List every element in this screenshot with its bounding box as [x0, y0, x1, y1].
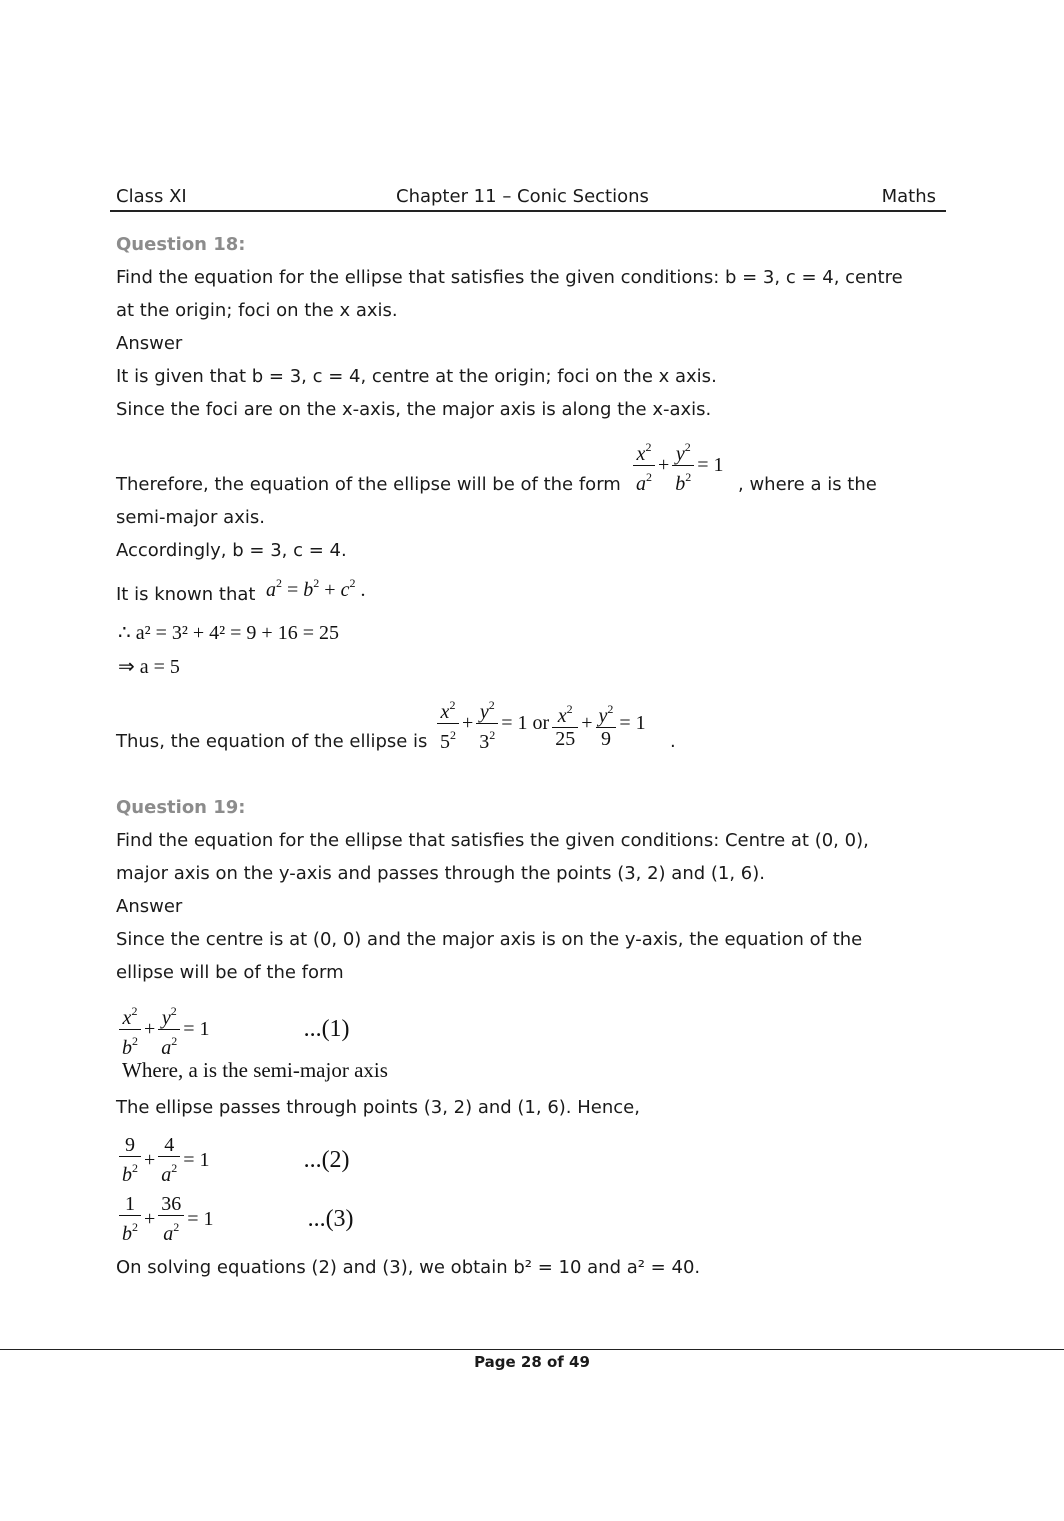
- header-chapter: Chapter 11 – Conic Sections: [396, 186, 649, 207]
- q18-since: Since the foci are on the x-axis, the major axis is along the x-axis.: [116, 399, 712, 420]
- q18-thus-end: .: [670, 731, 676, 752]
- eq1-tag: ...(1): [303, 1016, 350, 1042]
- header-subject: Maths: [881, 186, 936, 207]
- q18-known: It is known that: [116, 584, 256, 605]
- q18-known-equation: $a^2 = b^2 + c^2$ .: [266, 576, 366, 601]
- q18-given: It is given that b = 3, c = 4, centre at the origin; foci on the x axis.: [116, 366, 717, 387]
- q18-accordingly: Accordingly, b = 3, c = 4.: [116, 540, 347, 561]
- q18-result-equation: $\frac{x^2}{5^2}$ + $\frac{y^2}{3^2}$ = 1 or $\frac{x^2}{25}$ + $\frac{y^2}{9}$ = 1: [436, 694, 648, 753]
- q18-form-text-end: , where a is the: [738, 474, 877, 495]
- q18-answer-label: Answer: [116, 333, 183, 354]
- q19-passes: The ellipse passes through points (3, 2) and (1, 6). Hence,: [116, 1097, 640, 1118]
- q19-equation-1: $\frac{x^2}{b^2}$ + $\frac{y^2}{a^2}$ = 1 ...(1): [118, 1000, 350, 1059]
- q19-where: Where, a is the semi-major axis: [122, 1058, 388, 1082]
- q18-prompt-line-1: Find the equation for the ellipse that satisfies the given conditions: b = 3, c = 4, centre: [116, 267, 903, 288]
- question-18-title: Question 18:: [116, 234, 246, 255]
- footer-divider: [0, 1349, 1064, 1350]
- q19-solve: On solving equations (2) and (3), we obtain b² = 10 and a² = 40.: [116, 1257, 701, 1278]
- eq2-tag: ...(2): [303, 1146, 350, 1173]
- q19-since-line-1: Since the centre is at (0, 0) and the major axis is on the y-axis, the equation of the: [116, 929, 863, 950]
- header-class: Class XI: [116, 186, 187, 207]
- q19-equation-2: $\frac{9}{b^2}$ + $\frac{4}{a^2}$ = 1 ...(2): [118, 1134, 350, 1186]
- eq3-tag: ...(3): [307, 1205, 354, 1232]
- q18-step-1: ∴ a² = 3² + 4² = 9 + 16 = 25: [118, 622, 339, 644]
- q18-form-equation: $\frac{x^2}{a^2}$ + $\frac{y^2}{b^2}$ = 1: [632, 436, 726, 495]
- q18-semi: semi-major axis.: [116, 507, 265, 528]
- q19-prompt-line-1: Find the equation for the ellipse that satisfies the given conditions: Centre at (0, 0),: [116, 830, 869, 851]
- q19-since-line-2: ellipse will be of the form: [116, 962, 344, 983]
- q19-prompt-line-2: major axis on the y-axis and passes through the points (3, 2) and (1, 6).: [116, 863, 766, 884]
- q18-form-text: Therefore, the equation of the ellipse will be of the form: [116, 474, 621, 495]
- q19-equation-3: $\frac{1}{b^2}$ + $\frac{36}{a^2}$ = 1 ...(3): [118, 1193, 354, 1245]
- q19-answer-label: Answer: [116, 896, 183, 917]
- q18-prompt-line-2: at the origin; foci on the x axis.: [116, 300, 398, 321]
- q18-step-2: ⇒ a = 5: [118, 656, 180, 678]
- q18-thus: Thus, the equation of the ellipse is: [116, 731, 428, 752]
- question-19-title: Question 19:: [116, 797, 246, 818]
- page-header: [110, 186, 946, 212]
- page-number: Page 28 of 49: [474, 1353, 590, 1371]
